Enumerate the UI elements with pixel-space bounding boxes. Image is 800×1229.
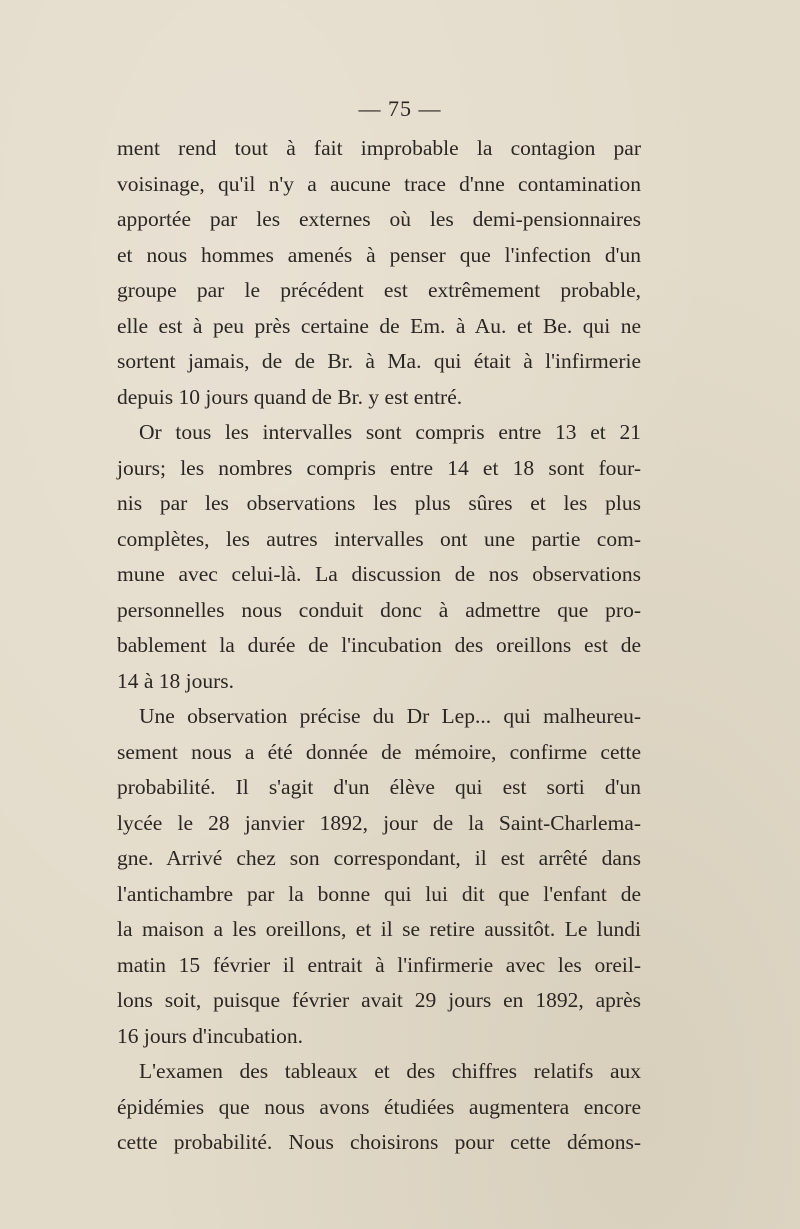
text-line: bablement la durée de l'incubation des oreillons est de [117, 633, 641, 657]
text-line: sortent jamais, de de Br. à Ma. qui était à l'infirmerie [117, 349, 641, 373]
text-line: groupe par le précédent est extrêmement probable, [117, 278, 641, 302]
text-line: nis par les observations les plus sûres et les plus [117, 491, 641, 515]
text-line: lycée le 28 janvier 1892, jour de la Saint-Charlema- [117, 810, 641, 835]
text-line: Or tous les intervalles sont compris entre 13 et 21 [139, 420, 641, 444]
text-line: ment rend tout à fait improbable la contagion par [117, 136, 641, 160]
body-text [117, 131, 641, 1161]
text-line: épidémies que nous avons étudiées augmentera encore [117, 1094, 641, 1119]
text-line: matin 15 février il entrait à l'infirmerie avec les oreil- [117, 952, 641, 977]
text-line: 16 jours d'incubation. [117, 1023, 304, 1048]
text-line: lons soit, puisque février avait 29 jours en 1892, après [117, 988, 641, 1012]
text-line: gne. Arrivé chez son correspondant, il est arrêté dans [117, 846, 641, 870]
text-line: apportée par les externes où les demi-pensionnaires [117, 207, 641, 231]
text-line: complètes, les autres intervalles ont une partie com- [117, 526, 641, 551]
text-line: et nous hommes amenés à penser que l'infection d'un [117, 242, 641, 267]
text-line: l'antichambre par la bonne qui lui dit que l'enfant de [117, 881, 641, 906]
page-number: — 75 — [358, 96, 442, 121]
text-line: personnelles nous conduit donc à admettre que pro- [117, 597, 641, 622]
text-line: L'examen des tableaux et des chiffres relatifs aux [139, 1059, 641, 1083]
text-line: Une observation précise du Dr Lep... qui malheureu- [139, 704, 641, 728]
text-line: voisinage, qu'il n'y a aucune trace d'nne contamination [117, 171, 641, 196]
text-line: jours; les nombres compris entre 14 et 18 sont four- [117, 455, 641, 480]
text-line: 14 à 18 jours. [117, 668, 235, 693]
text-line: elle est à peu près certaine de Em. à Au. et Be. qui ne [117, 313, 641, 338]
text-line: sement nous a été donnée de mémoire, confirme cette [117, 739, 641, 764]
text-line: la maison a les oreillons, et il se retire aussitôt. Le lundi [117, 917, 641, 941]
text-line: probabilité. Il s'agit d'un élève qui est sorti d'un [117, 775, 641, 799]
text-line: cette probabilité. Nous choisirons pour cette démons- [117, 1130, 641, 1154]
text-line: depuis 10 jours quand de Br. y est entré. [117, 384, 463, 409]
text-line: mune avec celui-là. La discussion de nos observations [117, 562, 641, 586]
